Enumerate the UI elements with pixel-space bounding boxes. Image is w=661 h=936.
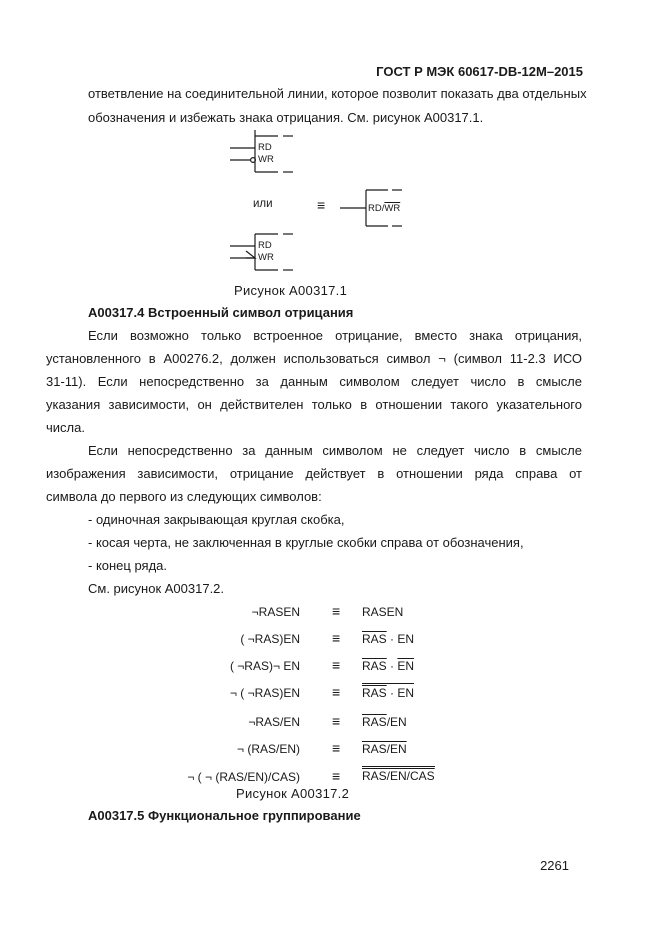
figure-2-row-2-right — [362, 632, 414, 646]
figure-2-row-4-right — [362, 683, 414, 700]
negation-triangle-icon — [246, 251, 255, 258]
figure-2-caption: Рисунок A00317.2 — [236, 786, 350, 801]
figure-2-row-3-ras: $\overline{RAS}$ — [362, 659, 387, 673]
figure-2-row-4-dot: · — [386, 686, 398, 700]
figure-2-row-2-left: ( ¬RAS)EN — [240, 632, 300, 646]
figure-1-or-text: или — [253, 198, 273, 210]
section-5-heading: A00317.5 Функциональное группирование — [88, 808, 361, 823]
figure-2-row-3-en: $\overline{EN}$ — [397, 659, 415, 673]
figure-2-row-5-equiv: ≡ — [332, 713, 341, 729]
figure-2-row-4-overbar — [362, 683, 414, 700]
figure-2-row-1-equiv: ≡ — [332, 603, 341, 619]
figure-2-row-4-en: EN — [397, 686, 415, 700]
figure-2-row-7-overbar — [362, 766, 435, 783]
figure-2-row-2-dot: · — [386, 632, 398, 646]
figure-2-row-2-ras: $\overline{RAS}$ — [362, 632, 387, 646]
figure-2-row-6-equiv: ≡ — [332, 740, 341, 756]
figure-1-label-rd: RD — [258, 142, 272, 153]
figure-1-combined-label — [368, 203, 400, 214]
figure-2-row-3-left: ( ¬RAS)¬ EN — [229, 659, 300, 673]
figure-2-row-5-ras: $\overline{RAS}$ — [362, 715, 387, 729]
figure-2-row-5-right — [362, 715, 407, 729]
figure-2-row-7-right — [362, 766, 435, 783]
figure-2-row-3-equiv: ≡ — [332, 657, 341, 673]
figure-2-row-2-equiv: ≡ — [332, 630, 341, 646]
section-4-p2-line-3: символа до первого из следующих символов: — [46, 489, 322, 504]
figure-1-label-wr-2: WR — [258, 252, 274, 263]
figure-2-row-7-text: RAS/EN/CAS — [362, 769, 435, 783]
section-4-heading: A00317.4 Встроенный символ отрицания — [88, 305, 354, 320]
document-header: ГОСТ Р МЭК 60617-DB-12M–2015 — [376, 64, 583, 79]
figure-2-row-4-ras: $\overline{RAS}$ — [362, 686, 387, 700]
section-4-p2-line-2: изображения зависимости, отрицание действует в отношении ряда справа от — [46, 466, 582, 481]
figure-2-row-6-right: RAS/EN — [362, 742, 407, 756]
section-4-p1-line-3: 31-11). Если непосредственно за данным символом следует число в смысле — [46, 374, 582, 389]
figure-2-row-4-left: ¬ ( ¬RAS)EN — [229, 686, 300, 700]
figure-2-row-6-left: ¬ (RAS/EN) — [236, 742, 300, 756]
page-number: 2261 — [540, 858, 569, 873]
figure-1-label-wr: WR — [258, 154, 274, 165]
figure-2-row-5-left: ¬RAS/EN — [248, 715, 300, 729]
section-4-p1-line-2: установленного в A00276.2, должен использоваться символ ¬ (символ 11-2.3 ИСО — [46, 351, 582, 366]
figure-2-row-3-right — [362, 659, 414, 673]
figure-1-caption: Рисунок A00317.1 — [234, 283, 348, 298]
intro-line-1: ответвление на соединительной линии, которое позволит показать два отдельных — [88, 86, 587, 101]
figure-2-row-4-equiv: ≡ — [332, 684, 341, 700]
section-4-p1-line-1 — [88, 328, 582, 344]
section-4-p1-line-5: числа. — [46, 420, 85, 435]
section-4-p1-line-4: указания зависимости, он действителен только в отношении такого указательного — [46, 397, 582, 412]
section-4-p1-line-1-text: Если возможно только встроенное отрицание, вместо знака отрицания, — [88, 328, 582, 343]
figure-2-row-2-en: EN — [397, 632, 415, 646]
figure-2-row-3-dot: · — [386, 659, 398, 673]
figure-1-combined-wr: $\overline{WR}$ — [384, 203, 401, 214]
see-figure-2: См. рисунок A00317.2. — [88, 581, 225, 596]
section-4-p2-line-1: Если непосредственно за данным символом не следует число в смысле — [88, 443, 582, 458]
figure-1-equiv-sign: ≡ — [317, 197, 326, 213]
figure-2-row-1-right: RASEN — [362, 605, 404, 619]
list-item-1: - одиночная закрывающая круглая скобка, — [88, 512, 345, 527]
list-item-3: - конец ряда. — [88, 558, 168, 573]
figure-1-label-rd-2: RD — [258, 240, 272, 251]
figure-2-row-1-left: ¬RASEN — [251, 605, 300, 619]
figure-2-row-5-en: /EN — [386, 715, 407, 729]
figure-2-row-7-equiv: ≡ — [332, 768, 341, 784]
figure-2-row-7-left: ¬ ( ¬ (RAS/EN)/CAS) — [187, 770, 300, 784]
list-item-2: - косая черта, не заключенная в круглые скобки справа от обозначения, — [88, 535, 524, 550]
figure-1-combined-rd: RD/ — [368, 203, 385, 214]
intro-line-2: обозначения и избежать знака отрицания. См. рисунок A00317.1. — [88, 110, 484, 125]
